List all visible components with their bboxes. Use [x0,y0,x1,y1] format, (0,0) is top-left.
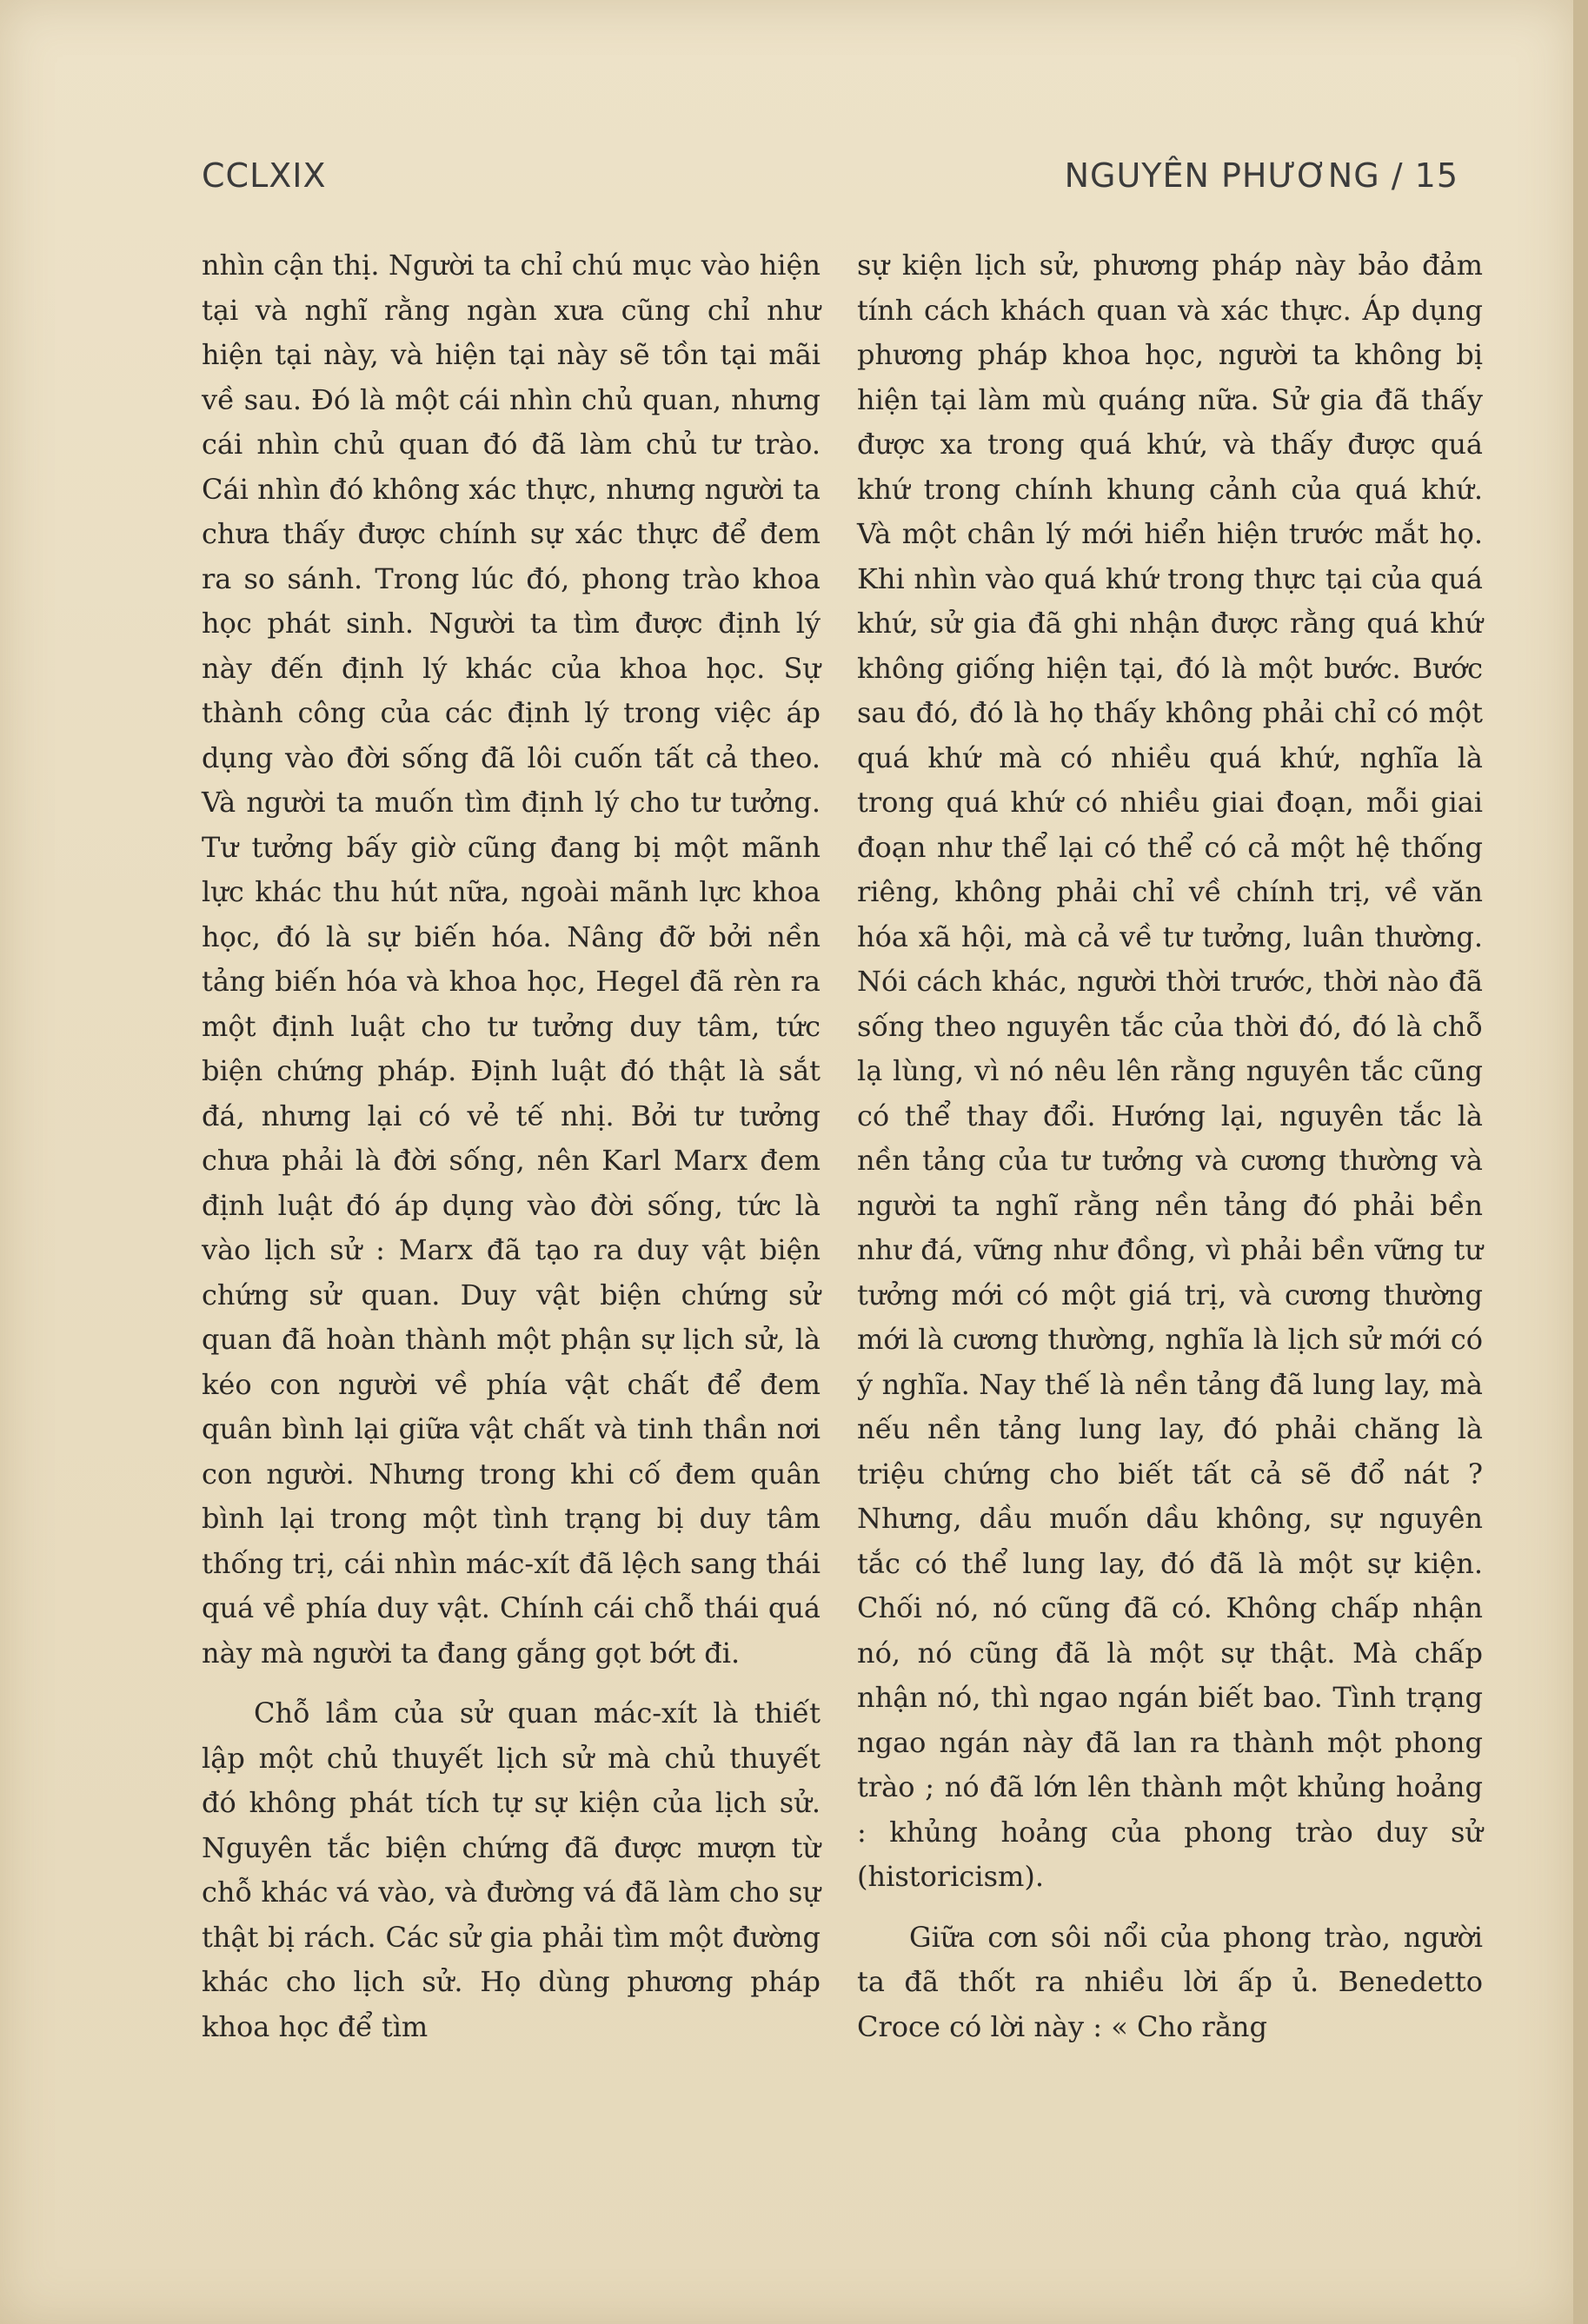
paragraph: Chỗ lầm của sử quan mác-xít là thiết lập một chủ thuyết lịch sử mà chủ thuyết đó không phát tích tự sự kiện của lịch sử. Nguyên tắc biện chứng đã được mượn từ chỗ khác vá vào, và đường vá đã làm cho sự thật bị rách. Các sử gia phải tìm một đường khác cho lịch sử. Họ dùng phương pháp khoa học để tìm [202,1697,821,2043]
paragraph: Giữa cơn sôi nổi của phong trào, người ta đã thốt ra nhiều lời ấp ủ. Benedetto Croce có lời này : « Cho rằng [857,1920,1483,2043]
paragraph: sự kiện lịch sử, phương pháp này bảo đảm tính cách khách quan và xác thực. Áp dụng phương pháp khoa học, người ta không bị hiện tại làm mù quáng nữa. Sử gia đã thấy được xa trong quá khứ, và thấy được quá khứ trong chính khung cảnh của quá khứ. Và một chân lý mới hiển hiện trước mắt họ. Khi nhìn vào quá khứ trong thực tại của quá khứ, sử gia đã ghi nhận được rằng quá khứ không giống hiện tại, đó là một bước. Bước sau đó, đó là họ thấy không phải chỉ có một quá khứ mà có nhiều quá khứ, nghĩa là trong quá khứ có nhiều giai đoạn, mỗi giai đoạn như thể lại có thể có cả một hệ thống riêng, không phải chỉ về chính trị, về văn hóa xã hội, mà cả về tư tưởng, luân thường. Nói cách khác, người thời trước, thời nào đã sống theo nguyên tắc của thời đó, đó là chỗ lạ lùng, vì nó nêu lên rằng nguyên tắc cũng có thể thay đổi. Hướng lại, nguyên tắc là nền tảng của tư tưởng và cương thường và người ta nghĩ rằng nền tảng đó phải bền như đá, vững như đồng, vì phải bền vững tư tưởng mới có một giá trị, và cương thường mới là cương thường, nghĩa là lịch sử mới có ý nghĩa. Nay thế là nền tảng đã lung lay, mà nếu nền tảng lung lay, đó phải chăng là triệu chứng cho biết tất cả sẽ đổ nát ? Nhưng, dầu muốn dầu không, sự nguyên tắc có thể lung lay, đó đã là một sự kiện. Chối nó, nó cũng đã có. Không chấp nhận nó, nó cũng đã là một sự thật. Mà chấp nhận nó, thì ngao ngán biết bao. Tình trạng ngao ngán này đã lan ra thành một phong trào ; nó đã lớn lên thành một khủng hoảng : khủng hoảng của phong trào duy sử (historicism). [857,249,1483,1893]
page-header [202,156,1458,209]
running-title: NGUYÊN PHƯƠNG / 15 [1064,156,1458,195]
paragraph: nhìn cận thị. Người ta chỉ chú mục vào hiện tại và nghĩ rằng ngàn xưa cũng chỉ như hiện tại này, và hiện tại này sẽ tồn tại mãi về sau. Đó là một cái nhìn chủ quan, nhưng cái nhìn chủ quan đó đã làm chủ tư trào. Cái nhìn đó không xác thực, nhưng người ta chưa thấy được chính sự xác thực để đem ra so sánh. Trong lúc đó, phong trào khoa học phát sinh. Người ta tìm được định lý này đến định lý khác của khoa học. Sự thành công của các định lý trong việc áp dụng vào đời sống đã lôi cuốn tất cả theo. Và người ta muốn tìm định lý cho tư tưởng. Tư tưởng bấy giờ cũng đang bị một mãnh lực khác thu hút nữa, ngoài mãnh lực khoa học, đó là sự biến hóa. Nâng đỡ bởi nền tảng biến hóa và khoa học, Hegel đã rèn ra một định luật cho tư tưởng duy tâm, tức biện chứng pháp. Định luật đó thật là sắt đá, nhưng lại có vẻ tế nhị. Bởi tư tưởng chưa phải là đời sống, nên Karl Marx đem định luật đó áp dụng vào đời sống, tức là vào lịch sử : Marx đã tạo ra duy vật biện chứng sử quan. Duy vật biện chứng sử quan đã hoàn thành một phận sự lịch sử, là kéo con người về phía vật chất để đem quân bình lại giữa vật chất và tinh thần nơi con người. Nhưng trong khi cố đem quân bình lại trong một tình trạng bị duy tâm thống trị, cái nhìn mác-xít đã lệch sang thái quá về phía duy vật. Chính cái chỗ thái quá này mà người ta đang gắng gọt bớt đi. [202,249,821,1670]
right-column [857,243,1483,2049]
left-column [202,243,821,2049]
section-number: CCLXIX [202,156,327,195]
page-edge [1573,0,1588,2324]
